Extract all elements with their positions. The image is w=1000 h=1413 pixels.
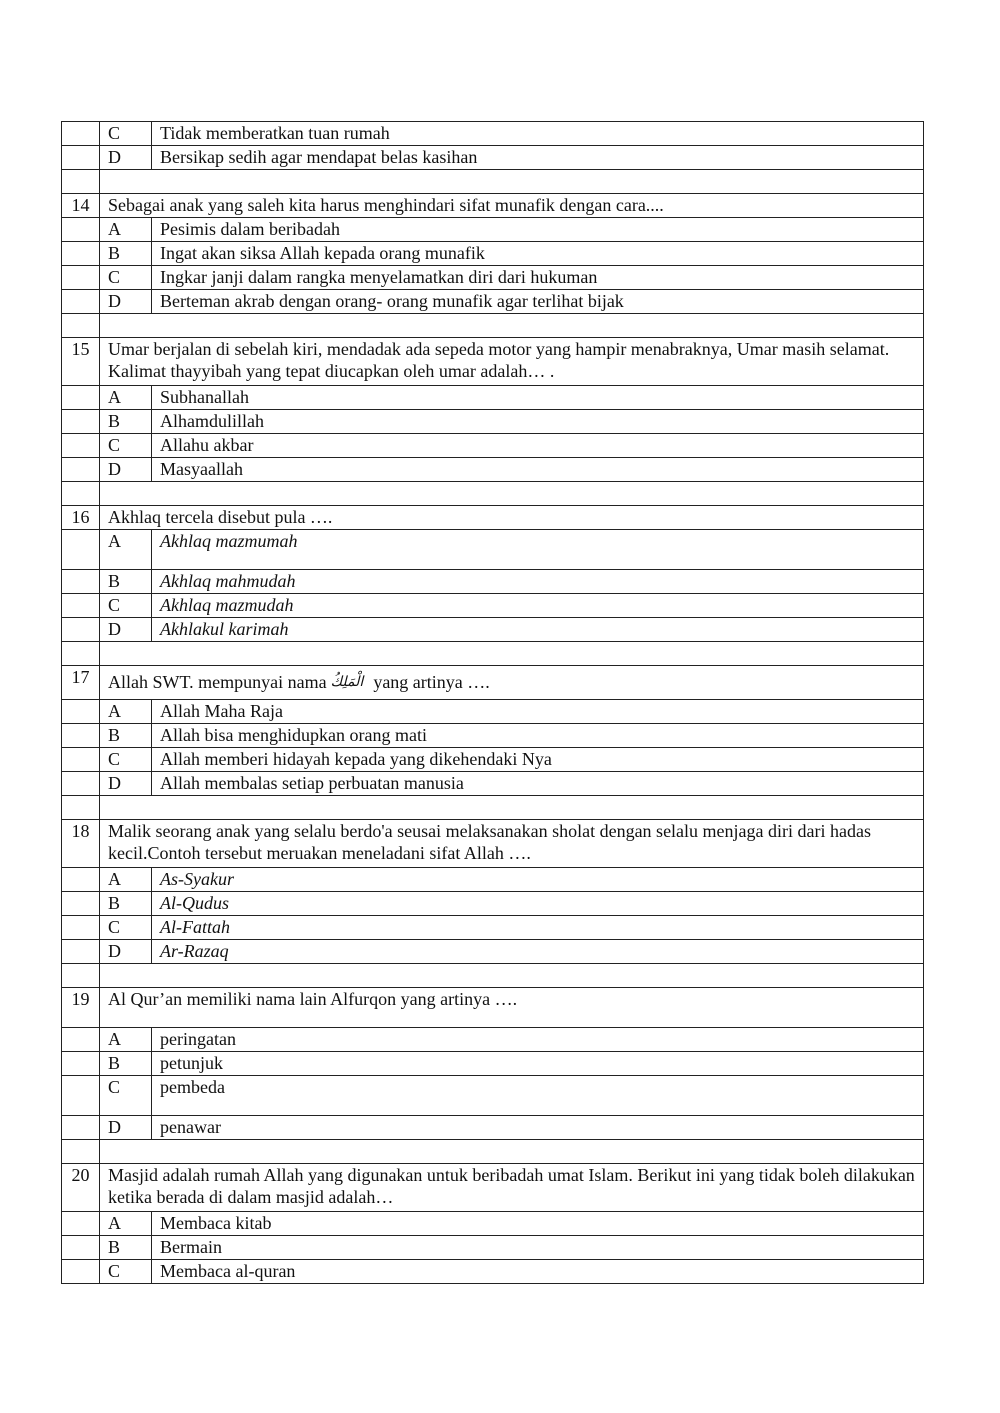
spacer-row [62,796,924,820]
option-letter: A [100,1028,152,1052]
option-letter: B [100,410,152,434]
empty-cell [62,724,100,748]
option-text: Ingkar janji dalam rangka menyelamatkan diri dari hukuman [152,266,924,290]
empty-cell [62,1028,100,1052]
quiz-table-body [62,122,924,1284]
spacer-row [62,482,924,506]
option-row [62,122,924,146]
option-row [62,1116,924,1140]
option-letter: C [100,748,152,772]
spacer-row [62,314,924,338]
option-letter: D [100,940,152,964]
empty-cell [62,434,100,458]
option-row [62,1236,924,1260]
option-letter: B [100,724,152,748]
question-text: Umar berjalan di sebelah kiri, mendadak ada sepeda motor yang hampir menabraknya, Umar masih selamat. Kalimat thayyibah yang tepat diucapkan oleh umar adalah… . [100,338,924,386]
empty-cell [62,1052,100,1076]
option-letter: C [100,434,152,458]
option-letter: D [100,618,152,642]
empty-cell [62,1260,100,1284]
empty-cell [62,642,100,666]
option-row [62,748,924,772]
question-number: 15 [62,338,100,386]
spacer-row [62,1140,924,1164]
option-row [62,242,924,266]
empty-cell [62,242,100,266]
question-number: 18 [62,820,100,868]
option-text: Ar-Razaq [152,940,924,964]
empty-cell [62,170,100,194]
option-letter: D [100,290,152,314]
option-text: Al-Fattah [152,916,924,940]
arabic-name: الْمَلِكُ [330,674,364,690]
option-row [62,266,924,290]
option-row [62,570,924,594]
option-letter: C [100,594,152,618]
empty-cell [62,964,100,988]
option-row [62,530,924,570]
option-text: Allahu akbar [152,434,924,458]
option-row [62,940,924,964]
question-row [62,338,924,386]
option-letter: A [100,700,152,724]
empty-cell [62,314,100,338]
empty-cell [100,170,924,194]
empty-cell [62,1236,100,1260]
question-row [62,988,924,1028]
option-row [62,1052,924,1076]
empty-cell [62,1076,100,1116]
option-row [62,892,924,916]
option-row [62,724,924,748]
option-text: Subhanallah [152,386,924,410]
option-text: Berteman akrab dengan orang- orang munafik agar terlihat bijak [152,290,924,314]
empty-cell [62,266,100,290]
empty-cell [62,570,100,594]
question-text: Malik seorang anak yang selalu berdo'a seusai melaksanakan sholat dengan selalu menjaga diri dari hadas kecil.Contoh tersebut meruakan meneladani sifat Allah …. [100,820,924,868]
question-text: Akhlaq tercela disebut pula …. [100,506,924,530]
option-row [62,1212,924,1236]
option-text: Pesimis dalam beribadah [152,218,924,242]
question-text: Al Qur’an memiliki nama lain Alfurqon yang artinya …. [100,988,924,1028]
option-letter: D [100,458,152,482]
option-letter: C [100,1260,152,1284]
option-row [62,1028,924,1052]
option-letter: C [100,266,152,290]
option-text: Membaca kitab [152,1212,924,1236]
option-row [62,458,924,482]
option-text: Ingat akan siksa Allah kepada orang munafik [152,242,924,266]
option-row [62,410,924,434]
empty-cell [62,122,100,146]
option-row [62,1076,924,1116]
question-text: Sebagai anak yang saleh kita harus menghindari sifat munafik dengan cara.... [100,194,924,218]
option-text: Akhlakul karimah [152,618,924,642]
option-text: Al-Qudus [152,892,924,916]
option-text: Akhlaq mazmudah [152,594,924,618]
question-row [62,1164,924,1212]
question-text [100,666,924,700]
empty-cell [62,218,100,242]
option-row [62,290,924,314]
option-text: petunjuk [152,1052,924,1076]
option-text: penawar [152,1116,924,1140]
empty-cell [62,594,100,618]
option-row [62,618,924,642]
spacer-row [62,964,924,988]
empty-cell [100,964,924,988]
option-row [62,1260,924,1284]
question-text-start: Allah SWT. mempunyai nama [108,672,327,692]
option-text: peringatan [152,1028,924,1052]
option-letter: B [100,1052,152,1076]
empty-cell [62,386,100,410]
option-text: As-Syakur [152,868,924,892]
option-letter: A [100,218,152,242]
spacer-row [62,642,924,666]
option-row [62,772,924,796]
option-row [62,146,924,170]
option-text: Tidak memberatkan tuan rumah [152,122,924,146]
option-text: Allah membalas setiap perbuatan manusia [152,772,924,796]
empty-cell [100,482,924,506]
spacer-row [62,170,924,194]
option-row [62,594,924,618]
option-letter: A [100,530,152,570]
question-number: 14 [62,194,100,218]
empty-cell [62,458,100,482]
empty-cell [100,1140,924,1164]
empty-cell [62,530,100,570]
option-text: pembeda [152,1076,924,1116]
option-row [62,434,924,458]
quiz-table [61,121,924,1284]
question-row [62,666,924,700]
option-letter: B [100,892,152,916]
question-number: 20 [62,1164,100,1212]
empty-cell [62,1212,100,1236]
option-text: Akhlaq mahmudah [152,570,924,594]
empty-cell [62,700,100,724]
empty-cell [62,410,100,434]
option-text: Bermain [152,1236,924,1260]
question-number: 17 [62,666,100,700]
empty-cell [62,146,100,170]
empty-cell [62,772,100,796]
option-letter: C [100,1076,152,1116]
empty-cell [62,796,100,820]
option-row [62,916,924,940]
question-text-end: yang artinya …. [373,672,490,692]
empty-cell [62,618,100,642]
empty-cell [62,290,100,314]
option-letter: D [100,1116,152,1140]
option-letter: C [100,916,152,940]
empty-cell [62,868,100,892]
option-text: Alhamdulillah [152,410,924,434]
question-number: 19 [62,988,100,1028]
option-row [62,218,924,242]
option-text: Allah bisa menghidupkan orang mati [152,724,924,748]
option-letter: B [100,1236,152,1260]
empty-cell [62,1116,100,1140]
question-text: Masjid adalah rumah Allah yang digunakan untuk beribadah umat Islam. Berikut ini yang tidak boleh dilakukan ketika berada di dalam masjid adalah… [100,1164,924,1212]
option-text: Bersikap sedih agar mendapat belas kasihan [152,146,924,170]
option-row [62,386,924,410]
empty-cell [100,314,924,338]
empty-cell [100,796,924,820]
question-number: 16 [62,506,100,530]
option-row [62,868,924,892]
option-text: Akhlaq mazmumah [152,530,924,570]
option-letter: C [100,122,152,146]
option-letter: A [100,868,152,892]
option-text: Membaca al-quran [152,1260,924,1284]
option-letter: A [100,1212,152,1236]
empty-cell [62,1140,100,1164]
empty-cell [62,748,100,772]
option-letter: B [100,242,152,266]
option-letter: D [100,772,152,796]
option-text: Allah memberi hidayah kepada yang dikehendaki Nya [152,748,924,772]
option-letter: D [100,146,152,170]
option-letter: A [100,386,152,410]
question-row [62,820,924,868]
empty-cell [62,916,100,940]
empty-cell [62,940,100,964]
option-letter: B [100,570,152,594]
option-row [62,700,924,724]
option-text: Allah Maha Raja [152,700,924,724]
question-row [62,506,924,530]
empty-cell [62,482,100,506]
question-row [62,194,924,218]
empty-cell [100,642,924,666]
empty-cell [62,892,100,916]
option-text: Masyaallah [152,458,924,482]
